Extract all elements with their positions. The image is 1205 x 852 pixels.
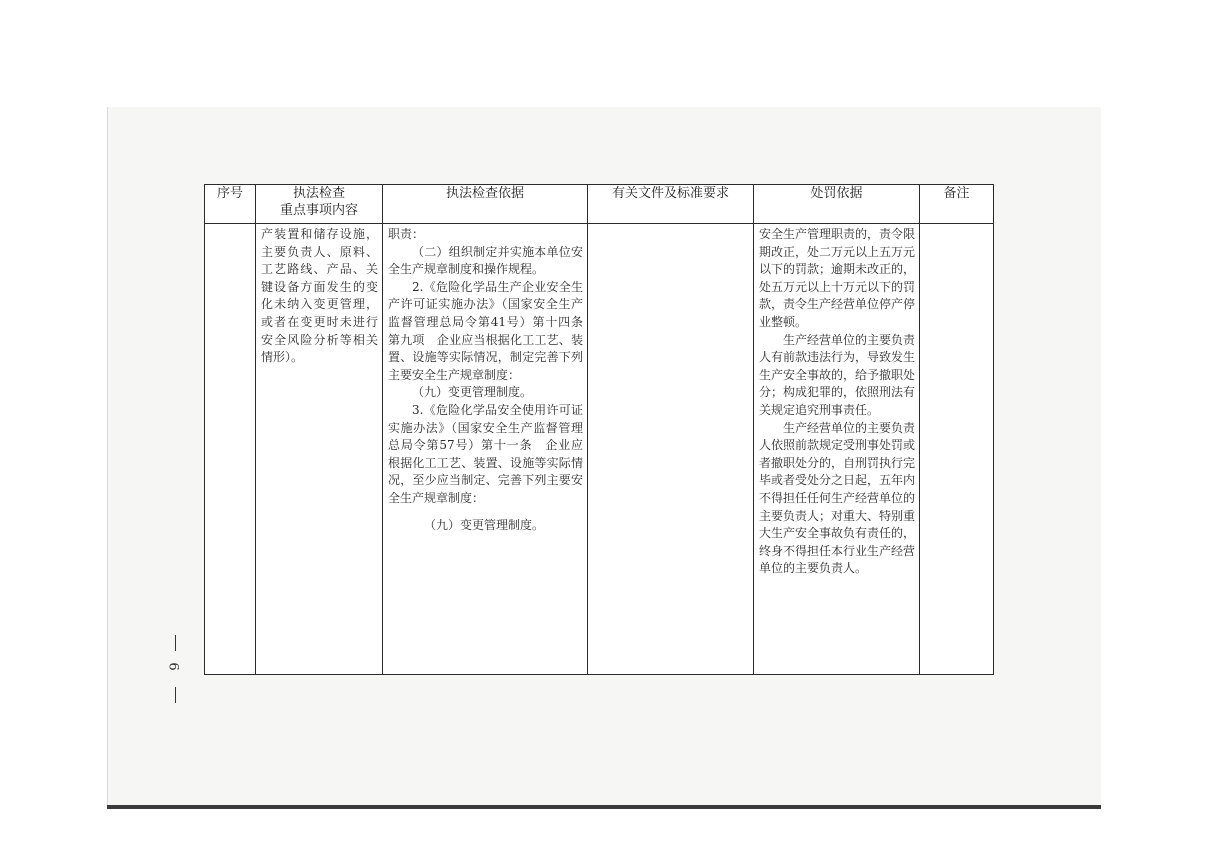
header-serial: 序号 bbox=[205, 185, 256, 224]
basis-paragraph-6: （九）变更管理制度。 bbox=[424, 517, 545, 532]
serial-text bbox=[205, 224, 255, 226]
header-focus-line1: 执法检查 bbox=[292, 186, 345, 201]
penalty-paragraph-1: 安全生产管理职责的，责令限期改正，处二万元以上五万元以下的罚款；逾期未改正的，处五万元以上十万元以下的罚款，责令生产经营单位停产停业整顿。 bbox=[759, 227, 916, 329]
basis-paragraph-5: 3.《危险化学品安全使用许可证实施办法》（国家安全生产监督管理总局令第57号）第十一条 企业应根据化工工艺、装置、设施等实际情况，至少应当制定、完善下列主要安全生产规章制度： bbox=[388, 402, 583, 505]
basis-paragraph-1: 职责： bbox=[388, 227, 425, 241]
page-number-dash-top bbox=[175, 635, 176, 651]
scan-left-edge bbox=[107, 107, 108, 809]
header-penalty-basis: 处罚依据 bbox=[754, 185, 920, 224]
header-related-documents: 有关文件及标准要求 bbox=[588, 185, 754, 224]
basis-text bbox=[383, 224, 587, 534]
page-number-dash-bottom bbox=[175, 687, 176, 703]
header-focus-line2: 重点事项内容 bbox=[279, 203, 358, 218]
cell-remarks bbox=[920, 224, 994, 675]
documents-text bbox=[588, 224, 753, 226]
focus-text: 产装置和储存设施，主要负责人、原料、工艺路线、产品、关键设备方面发生的变化未纳入变更管理，或者在变更时未进行安全风险分析等相关情形）。 bbox=[261, 227, 378, 365]
basis-paragraph-2: （二）组织制定并实施本单位安全生产规章制度和操作规程。 bbox=[388, 244, 583, 277]
header-inspection-basis: 执法检查依据 bbox=[383, 185, 588, 224]
enforcement-table bbox=[204, 184, 994, 675]
header-remarks: 备注 bbox=[920, 185, 994, 224]
page-number bbox=[164, 635, 188, 705]
penalty-paragraph-2: 生产经营单位的主要负责人有前款违法行为，导致发生生产安全事故的，给予撤职处分；构成犯罪的，依照刑法有关规定追究刑事责任。 bbox=[759, 332, 916, 417]
scan-bottom-edge bbox=[107, 805, 1101, 809]
penalty-paragraph-3: 生产经营单位的主要负责人依照前款规定受刑事处罚或者撤职处分的，自刑罚执行完毕或者受处分之日起，五年内不得担任任何生产经营单位的主要负责人；对重大、特别重大生产安全事故负有责任的，终身不得担任本行业生产经营单位的主要负责人。 bbox=[759, 420, 916, 576]
basis-paragraph-3: 2.《危险化学品生产企业安全生产许可证实施办法》（国家安全生产监督管理总局令第41号）第十四条第九项 企业应当根据化工工艺、装置、设施等实际情况，制定完善下列主要安全生产规章制度： bbox=[388, 279, 583, 382]
cell-serial bbox=[205, 224, 256, 675]
penalty-text bbox=[754, 224, 919, 578]
basis-paragraph-4: （九）变更管理制度。 bbox=[412, 385, 533, 400]
table-header-row bbox=[205, 185, 994, 224]
page-number-value: 6 bbox=[165, 662, 181, 671]
cell-inspection-basis bbox=[383, 224, 588, 675]
cell-focus-items bbox=[256, 224, 383, 675]
cell-penalty-basis bbox=[754, 224, 920, 675]
header-focus-items bbox=[256, 185, 383, 224]
remarks-text bbox=[920, 224, 993, 226]
table-row bbox=[205, 224, 994, 675]
cell-related-documents bbox=[588, 224, 754, 675]
